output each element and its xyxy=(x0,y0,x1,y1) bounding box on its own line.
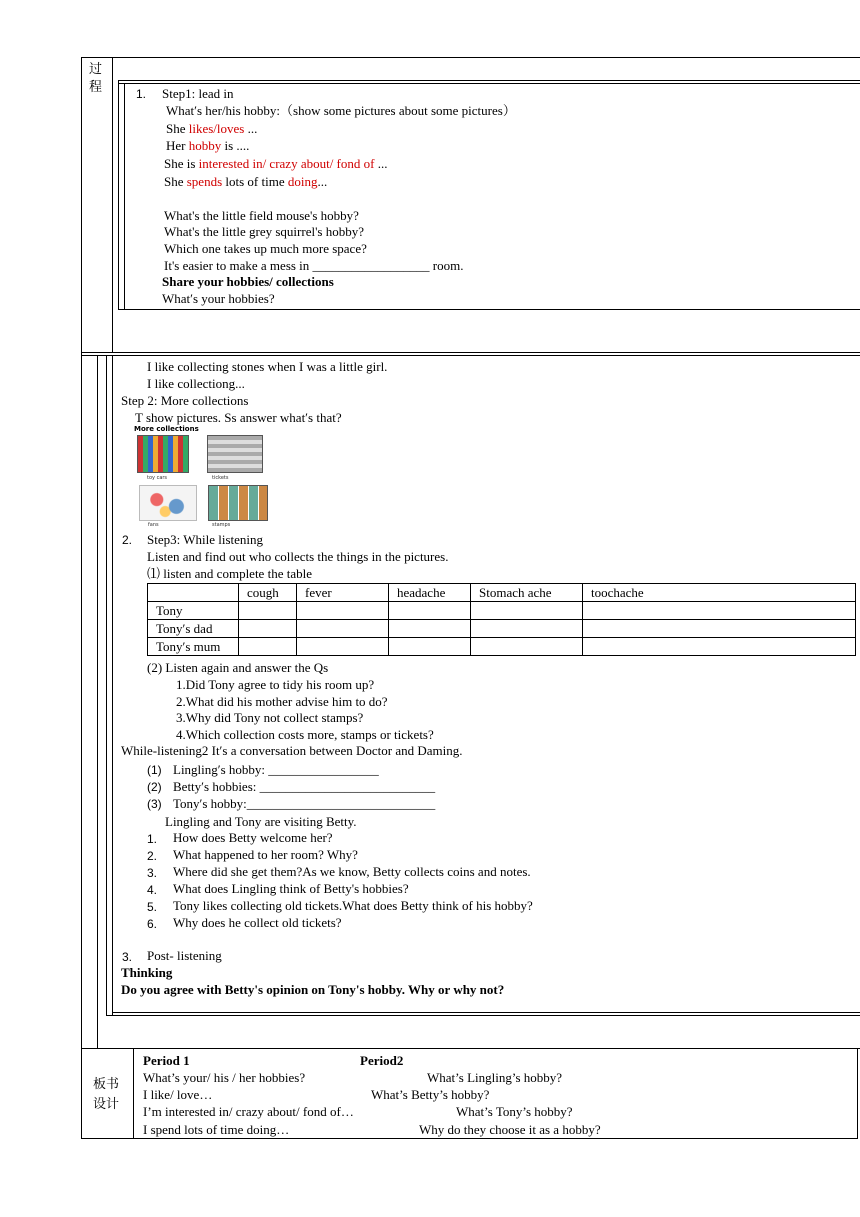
stamps-image xyxy=(208,485,268,521)
listen-instruction: Listen and find out who collects the things in the pictures. xyxy=(147,549,449,564)
table-header-cell: headache xyxy=(389,584,471,602)
table-cell[interactable] xyxy=(239,602,297,620)
sentence-spends: She spends lots of time doing... xyxy=(164,174,328,189)
fans-caption: fans xyxy=(148,522,159,528)
hobby-question: What′s her/his hobby:（show some pictures about some pictures） xyxy=(166,103,516,118)
table-cell[interactable] xyxy=(471,602,583,620)
table-header-cell xyxy=(148,584,239,602)
table-row-label: Tony xyxy=(148,602,239,620)
numbered-question: Why does he collect old tickets? xyxy=(173,915,342,930)
symptoms-table xyxy=(147,583,856,656)
period1-line: What’s your/ his / her hobbies? xyxy=(143,1070,306,1085)
question-mess: It's easier to make a mess in __________________ room. xyxy=(164,258,464,273)
agree-question: Do you agree with Betty's opinion on Tony's hobby. Why or why not? xyxy=(121,982,505,997)
listen-question: 4.Which collection costs more, stamps or tickets? xyxy=(176,727,434,742)
question-mouse: What's the little field mouse's hobby? xyxy=(164,208,359,223)
table-cell[interactable] xyxy=(389,638,471,656)
item-number: 6. xyxy=(147,917,158,931)
post-number: 3. xyxy=(122,950,133,964)
table-cell[interactable] xyxy=(583,638,856,656)
period1-title: Period 1 xyxy=(143,1053,190,1068)
numbered-question: Tony likes collecting old tickets.What does Betty think of his hobby? xyxy=(173,898,533,913)
sentence-hobby: Her hobby is .... xyxy=(166,138,250,153)
table-row xyxy=(148,602,856,620)
toy-cars-caption: toy cars xyxy=(147,475,168,481)
item-number: 2. xyxy=(147,849,158,863)
period1-line: I like/ love… xyxy=(143,1087,213,1102)
period1-line: I spend lots of time doing… xyxy=(143,1122,290,1137)
period2-line: What’s Tony’s hobby? xyxy=(456,1104,573,1119)
blank-number: (1) xyxy=(147,763,162,777)
side-label-banshu: 板书 xyxy=(93,1077,120,1092)
fans-image xyxy=(139,485,197,521)
sentence-likes: She likes/loves ... xyxy=(166,121,258,136)
numbered-question: What does Lingling think of Betty's hobbies? xyxy=(173,881,409,896)
table-cell[interactable] xyxy=(239,620,297,638)
table-cell[interactable] xyxy=(297,620,389,638)
blank-tony: Tony′s hobby:_____________________________ xyxy=(173,796,436,811)
table-cell[interactable] xyxy=(471,638,583,656)
period2-line: What’s Betty’s hobby? xyxy=(371,1087,490,1102)
step1-number: 1. xyxy=(136,87,147,101)
item-number: 3. xyxy=(147,866,158,880)
table-cell[interactable] xyxy=(389,620,471,638)
whats-your-hobbies: What′s your hobbies? xyxy=(162,291,275,306)
table-cell[interactable] xyxy=(297,602,389,620)
task1-instruction: ⑴ listen and complete the table xyxy=(147,566,312,581)
table-cell[interactable] xyxy=(239,638,297,656)
listen-question: 3.Why did Tony not collect stamps? xyxy=(176,710,364,725)
step3-title: Step3: While listening xyxy=(147,532,264,547)
item-number: 1. xyxy=(147,832,158,846)
thinking-heading: Thinking xyxy=(121,965,173,980)
table-cell[interactable] xyxy=(389,602,471,620)
blank-number: (3) xyxy=(147,797,162,811)
table-row xyxy=(148,620,856,638)
blank-number: (2) xyxy=(147,780,162,794)
visiting-line: Lingling and Tony are visiting Betty. xyxy=(165,814,357,829)
tickets-caption: tickets xyxy=(212,475,229,481)
table-cell[interactable] xyxy=(471,620,583,638)
step3-number: 2. xyxy=(122,533,133,547)
table-header-cell: toochache xyxy=(583,584,856,602)
share-heading: Share your hobbies/ collections xyxy=(162,274,334,289)
side-label-guo: 过 xyxy=(89,62,103,77)
task2-instruction: (2) Listen again and answer the Qs xyxy=(147,660,329,675)
collecting-stones: I like collecting stones when I was a little girl. xyxy=(147,359,388,374)
toy-cars-image xyxy=(137,435,189,473)
sentence-interested: She is interested in/ crazy about/ fond of ... xyxy=(164,156,388,171)
table-cell[interactable] xyxy=(297,638,389,656)
side-label-cheng: 程 xyxy=(89,80,103,95)
question-space: Which one takes up much more space? xyxy=(164,241,367,256)
collectiong-line: I like collectiong... xyxy=(147,376,245,391)
table-cell[interactable] xyxy=(583,620,856,638)
step2-description: T show pictures. Ss answer what′s that? xyxy=(135,410,342,425)
table-header-cell: fever xyxy=(297,584,389,602)
table-cell[interactable] xyxy=(583,602,856,620)
table-row-label: Tony′s dad xyxy=(148,620,239,638)
step1-title: Step1: lead in xyxy=(162,86,234,101)
while-listening2-title: While-listening2 It′s a conversation between Doctor and Daming. xyxy=(121,743,463,758)
period2-line: What’s Lingling’s hobby? xyxy=(427,1070,563,1085)
numbered-question: Where did she get them?As we know, Betty collects coins and notes. xyxy=(173,864,531,879)
table-header-row xyxy=(148,584,856,602)
table-header-cell: cough xyxy=(239,584,297,602)
tickets-image xyxy=(207,435,263,473)
side-label-sheji: 设计 xyxy=(93,1097,120,1112)
numbered-question: What happened to her room? Why? xyxy=(173,847,358,862)
stamps-caption: stamps xyxy=(212,522,231,528)
blank-betty: Betty′s hobbies: ___________________________ xyxy=(173,779,436,794)
listen-question: 1.Did Tony agree to tidy his room up? xyxy=(176,677,375,692)
table-header-cell: Stomach ache xyxy=(471,584,583,602)
period2-title: Period2 xyxy=(360,1053,404,1068)
table-row-label: Tony′s mum xyxy=(148,638,239,656)
step2-title: Step 2: More collections xyxy=(121,393,249,408)
question-squirrel: What's the little grey squirrel's hobby? xyxy=(164,224,364,239)
blank-lingling: Lingling′s hobby: _________________ xyxy=(173,762,379,777)
item-number: 5. xyxy=(147,900,158,914)
post-listening-title: Post- listening xyxy=(147,948,222,963)
item-number: 4. xyxy=(147,883,158,897)
period2-line: Why do they choose it as a hobby? xyxy=(419,1122,601,1137)
table-row xyxy=(148,638,856,656)
collections-picture-title: More collections xyxy=(134,425,199,433)
numbered-question: How does Betty welcome her? xyxy=(173,830,333,845)
period1-line: I’m interested in/ crazy about/ fond of… xyxy=(143,1104,354,1119)
listen-question: 2.What did his mother advise him to do? xyxy=(176,694,388,709)
